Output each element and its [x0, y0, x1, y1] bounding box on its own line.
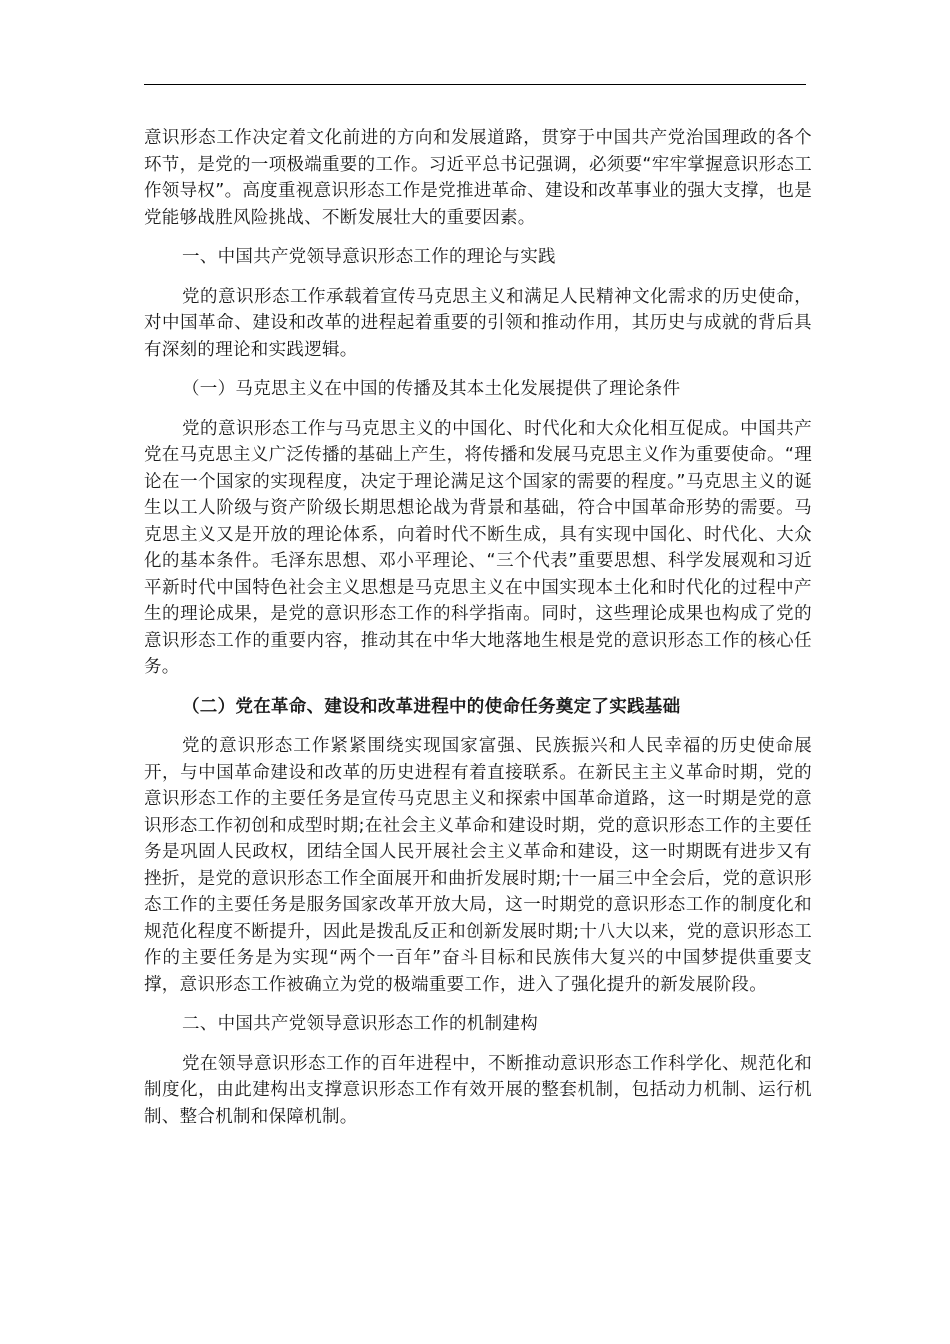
- section-heading-1: 一、中国共产党领导意识形态工作的理论与实践: [182, 247, 556, 267]
- subsection-1-1-paragraph: 党的意识形态工作与马克思主义的中国化、时代化和大众化相互促成。中国共产党在马克思主义广泛传播的基础上产生，将传播和发展马克思主义作为重要使命。“理论在一个国家的实现程度，决定于理论满足这个国家的需要的程度。”马克思主义的诞生以工人阶级与资产阶级长期思想论战为背景和基础，符合中国革命形势的需要。马克思主义又是开放的理论体系，向着时代不断生成，具有实现中国化、时代化、大众化的基本条件。毛泽东思想、邓小平理论、“三个代表”重要思想、科学发展观和习近平新时代中国特色社会主义思想是马克思主义在中国实现本土化和时代化的过程中产生的理论成果，是党的意识形态工作的科学指南。同时，这些理论成果也构成了党的意识形态工作的重要内容，推动其在中华大地落地生根是党的意识形态工作的核心任务。: [144, 418, 812, 677]
- document-body: [144, 125, 812, 1143]
- subsection-heading-1-2: （二）党在革命、建设和改革进程中的使命任务奠定了实践基础: [182, 696, 681, 717]
- section-1-paragraph: 党的意识形态工作承载着宣传马克思主义和满足人民精神文化需求的历史使命，对中国革命、建设和改革的进程起着重要的引领和推动作用，其历史与成就的背后具有深刻的理论和实践逻辑。: [144, 286, 812, 360]
- header-rule: [144, 84, 806, 85]
- subsection-1-2-paragraph: 党的意识形态工作紧紧围绕实现国家富强、民族振兴和人民幸福的历史使命展开，与中国革命建设和改革的历史进程有着直接联系。在新民主主义革命时期，党的意识形态工作的主要任务是宣传马克思主义和探索中国革命道路，这一时期是党的意识形态工作初创和成型时期;在社会主义革命和建设时期，党的意识形态工作的主要任务是巩固人民政权，团结全国人民开展社会主义革命和建设，这一时期既有进步又有挫折，是党的意识形态工作全面展开和曲折发展时期;十一届三中全会后，党的意识形态工作的主要任务是服务国家改革开放大局，这一时期党的意识形态工作的制度化和规范化程度不断提升，因此是拨乱反正和创新发展时期;十八大以来，党的意识形态工作的主要任务是为实现“两个一百年”奋斗目标和民族伟大复兴的中国梦提供重要支撑，意识形态工作被确立为党的极端重要工作，进入了强化提升的新发展阶段。: [144, 736, 812, 995]
- section-heading-2: 二、中国共产党领导意识形态工作的机制建构: [182, 1014, 538, 1034]
- subsection-heading-1-1: （一）马克思主义在中国的传播及其本土化发展提供了理论条件: [182, 379, 681, 399]
- section-2-paragraph: 党在领导意识形态工作的百年进程中，不断推动意识形态工作科学化、规范化和制度化，由此建构出支撑意识形态工作有效开展的整套机制，包括动力机制、运行机制、整合机制和保障机制。: [144, 1053, 812, 1127]
- intro-paragraph: 意识形态工作决定着文化前进的方向和发展道路，贯穿于中国共产党治国理政的各个环节，是党的一项极端重要的工作。习近平总书记强调，必须要“牢牢掌握意识形态工作领导权”。高度重视意识形态工作是党推进革命、建设和改革事业的强大支撑，也是党能够战胜风险挑战、不断发展壮大的重要因素。: [144, 128, 812, 228]
